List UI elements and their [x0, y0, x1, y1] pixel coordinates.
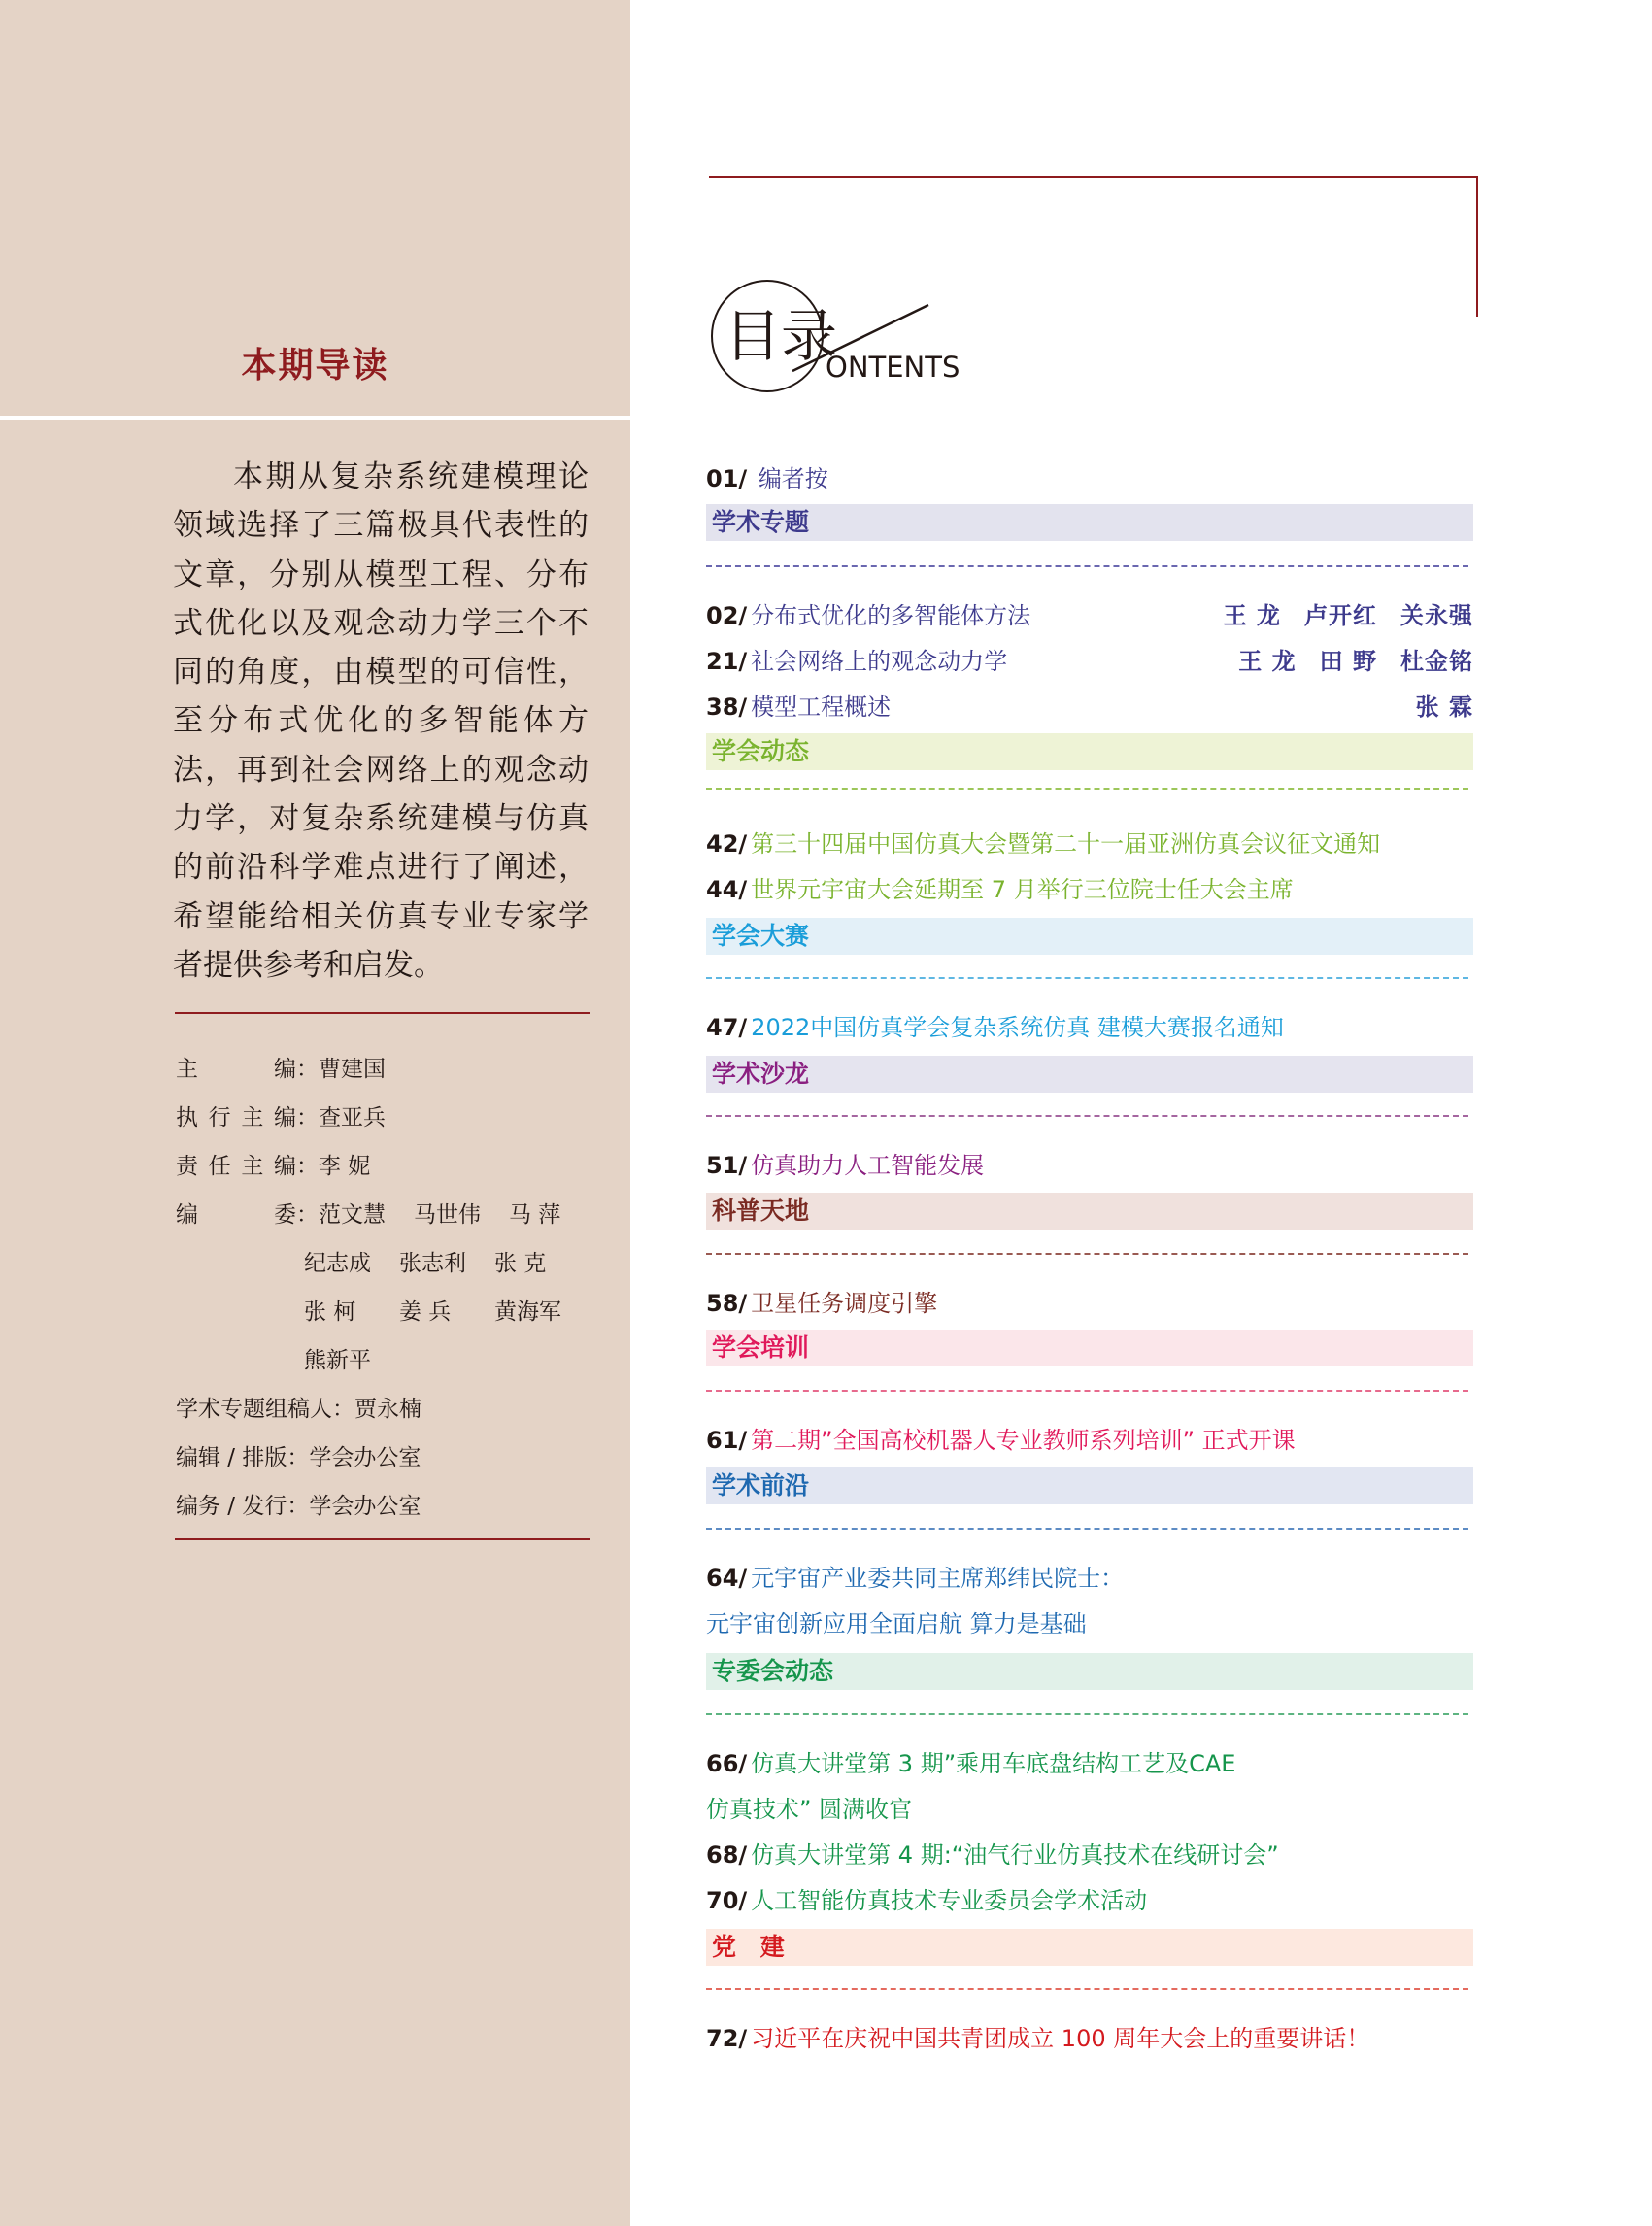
entry-title: 社会网络上的观念动力学 [751, 648, 1008, 675]
credit-value: 学会办公室 [309, 1494, 421, 1519]
sidebar-divider [0, 416, 630, 420]
credit-value: 曹建国 [319, 1057, 386, 1082]
toc-entry[interactable]: 21/ 社会网络上的观念动力学 王 龙 田 野 杜金铭 [706, 639, 1473, 685]
section-divider [706, 1253, 1468, 1255]
credit-label: 执行主编 [176, 1105, 296, 1130]
board-member: 熊新平 [304, 1348, 371, 1373]
entry-author: 张 霖 [1415, 693, 1473, 721]
entry-title: 分布式优化的多智能体方法 [751, 602, 1031, 629]
board-member: 张 克 [494, 1251, 547, 1276]
entry-title: 习近平在庆祝中国共青团成立 100 周年大会上的重要讲话！ [751, 2025, 1370, 2052]
section-band-society-news: 学会动态 [706, 733, 1473, 770]
section-divider [706, 1528, 1468, 1530]
toc-entry[interactable]: 58/ 卫星任务调度引擎 [706, 1290, 938, 1317]
toc-entry[interactable]: 72/ 习近平在庆祝中国共青团成立 100 周年大会上的重要讲话！ [706, 2025, 1370, 2052]
logo-main-text: 目录 [725, 303, 838, 369]
entry-author: 关永强 [1400, 602, 1473, 629]
credit-board-row-2 [176, 1239, 603, 1288]
credit-separator: ： [296, 1057, 319, 1082]
section-band-society-training: 学会培训 [706, 1330, 1473, 1366]
section-divider [706, 565, 1468, 567]
page-number: 64 [706, 1565, 739, 1592]
entry-title: 仿真大讲堂第 3 期”乘用车底盘结构工艺及CAE [751, 1750, 1236, 1777]
toc-entry[interactable]: 44/ 世界元宇宙大会延期至 7 月举行三位院士任大会主席 [706, 876, 1294, 903]
page-number: 21 [706, 648, 739, 675]
credit-label: 主编 [176, 1057, 296, 1082]
credit-separator: ： [296, 1105, 319, 1130]
credit-label: 编务 / 发行 [176, 1494, 287, 1519]
entry-title: 元宇宙产业委共同主席郑纬民院士： [751, 1565, 1125, 1592]
credit-resp-editor [176, 1142, 603, 1191]
section-band-academic-frontier: 学术前沿 [706, 1467, 1473, 1504]
entry-title: 人工智能仿真技术专业委员会学术活动 [751, 1887, 1148, 1914]
toc-entry-continuation[interactable] [706, 1787, 1473, 1833]
entry-title: 仿真技术” 圆满收官 [706, 1796, 913, 1823]
toc-entry-continuation[interactable] [706, 1602, 1473, 1647]
board-member: 范文慧 [319, 1202, 386, 1228]
entry-author: 田 野 [1319, 648, 1377, 675]
entry-title: 世界元宇宙大会延期至 7 月举行三位院士任大会主席 [751, 876, 1294, 903]
credit-value: 查亚兵 [319, 1105, 386, 1130]
credit-value: 学会办公室 [309, 1445, 421, 1470]
section-band-academic-salon: 学术沙龙 [706, 1056, 1473, 1093]
section-divider [706, 1988, 1468, 1990]
credit-board-row-1 [176, 1191, 603, 1239]
intro-paragraph: 本期从复杂系统建模理论领域选择了三篇极具代表性的文章，分别从模型工程、分布式优化以及观念动力学三个不同的角度，由模型的可信性，至分布式优化的多智能体方法，再到社会网络上的观念动力学，对复杂系统建模与仿真的前沿科学难点进行了阐述，希望能给相关仿真专业专家学者提供参考和启发。 [173, 459, 589, 983]
toc-entry[interactable]: 68/ 仿真大讲堂第 4 期:“油气行业仿真技术在线研讨会” [706, 1841, 1279, 1869]
credit-organizer [176, 1385, 603, 1433]
logo-sub-text: ONTENTS [826, 351, 961, 384]
credit-distribution [176, 1482, 603, 1531]
section-band-party-building: 党 建 [706, 1929, 1473, 1966]
credit-board-row-3 [176, 1288, 603, 1336]
section-band-academic-topic: 学术专题 [706, 504, 1473, 541]
credit-value: 贾永楠 [354, 1397, 421, 1422]
toc-entry[interactable]: 61/ 第二期”全国高校机器人专业教师系列培训” 正式开课 [706, 1427, 1296, 1454]
entry-title: 元宇宙创新应用全面启航 算力是基础 [706, 1610, 1087, 1637]
sidebar-title: 本期导读 [241, 345, 389, 386]
credit-value: 李 妮 [319, 1154, 371, 1179]
toc-entry[interactable]: 42/ 第三十四届中国仿真大会暨第二十一届亚洲仿真会议征文通知 [706, 830, 1381, 858]
entry-author: 杜金铭 [1400, 648, 1473, 675]
credit-separator: ： [296, 1154, 319, 1179]
section-band-science-popular: 科普天地 [706, 1193, 1473, 1230]
page-number: 68 [706, 1841, 739, 1869]
entry-title: 仿真助力人工智能发展 [751, 1152, 985, 1179]
toc-entry[interactable]: 38/ 模型工程概述 张 霖 [706, 685, 1473, 730]
credit-board-row-4 [176, 1336, 603, 1385]
credits-block [176, 1045, 603, 1531]
credit-label: 责任主编 [176, 1154, 296, 1179]
credit-separator: ： [287, 1494, 310, 1519]
credits-bottom-rule [175, 1538, 590, 1540]
toc-entry-editor-note[interactable]: 01/ 编者按 [706, 465, 828, 492]
credit-exec-editor [176, 1094, 603, 1142]
board-member: 姜 兵 [399, 1299, 452, 1325]
page-number: 72 [706, 2025, 739, 2052]
page-number: 01 [706, 465, 739, 492]
page-number: 66 [706, 1750, 739, 1777]
entry-title: 第三十四届中国仿真大会暨第二十一届亚洲仿真会议征文通知 [751, 830, 1381, 858]
entry-title: 模型工程概述 [751, 693, 892, 721]
page-number: 58 [706, 1290, 739, 1317]
page-number: 44 [706, 876, 739, 903]
board-member: 张 柯 [304, 1299, 356, 1325]
credit-layout [176, 1433, 603, 1482]
section-divider [706, 1115, 1468, 1117]
credit-separator: ： [287, 1445, 310, 1470]
frame-top-line [709, 176, 1478, 178]
contents-logo [707, 278, 1008, 404]
credits-top-rule [175, 1012, 590, 1014]
entry-author: 卢开红 [1304, 602, 1377, 629]
entry-title: 卫星任务调度引擎 [751, 1290, 938, 1317]
entry-title: 第二期”全国高校机器人专业教师系列培训” 正式开课 [751, 1427, 1296, 1454]
entry-author: 王 龙 [1223, 602, 1281, 629]
credit-label: 编辑 / 排版 [176, 1445, 287, 1470]
board-member: 黄海军 [494, 1299, 561, 1325]
board-member: 马 萍 [509, 1202, 561, 1228]
entry-author: 王 龙 [1238, 648, 1297, 675]
board-member: 张志利 [399, 1251, 466, 1276]
toc-entry[interactable]: 02/ 分布式优化的多智能体方法 王 龙 卢开红 关永强 [706, 593, 1473, 639]
entry-title: 2022中国仿真学会复杂系统仿真 建模大赛报名通知 [751, 1014, 1284, 1041]
credit-separator: ： [332, 1397, 354, 1422]
section-divider [706, 1713, 1468, 1715]
section-divider [706, 977, 1468, 979]
credit-separator: ： [296, 1202, 319, 1228]
page-number: 42 [706, 830, 739, 858]
page-number: 51 [706, 1152, 739, 1179]
frame-right-line [1476, 176, 1478, 317]
board-member: 马世伟 [414, 1202, 481, 1228]
credit-label: 编委 [176, 1202, 296, 1228]
section-divider [706, 788, 1468, 790]
section-divider [706, 1390, 1468, 1392]
board-member: 纪志成 [304, 1251, 371, 1276]
toc-entry[interactable]: 64/ 元宇宙产业委共同主席郑纬民院士： [706, 1565, 1125, 1592]
page-number: 61 [706, 1427, 739, 1454]
toc-entry[interactable]: 51/ 仿真助力人工智能发展 [706, 1152, 985, 1179]
section-band-committee-news: 专委会动态 [706, 1653, 1473, 1690]
section-band-society-contest: 学会大赛 [706, 918, 1473, 955]
sidebar [0, 0, 630, 2226]
credit-chief-editor [176, 1045, 603, 1094]
page-number: 70 [706, 1887, 739, 1914]
toc-entry[interactable]: 47/ 2022中国仿真学会复杂系统仿真 建模大赛报名通知 [706, 1014, 1284, 1041]
credit-label: 学术专题组稿人 [176, 1397, 332, 1422]
toc-entry[interactable]: 66/ 仿真大讲堂第 3 期”乘用车底盘结构工艺及CAE [706, 1750, 1236, 1777]
toc-entry[interactable]: 70/ 人工智能仿真技术专业委员会学术活动 [706, 1887, 1148, 1914]
page-number: 38 [706, 693, 739, 721]
page-number: 47 [706, 1014, 739, 1041]
entry-title: 编者按 [758, 465, 828, 492]
entry-title: 仿真大讲堂第 4 期:“油气行业仿真技术在线研讨会” [751, 1841, 1279, 1869]
page-number: 02 [706, 602, 739, 629]
